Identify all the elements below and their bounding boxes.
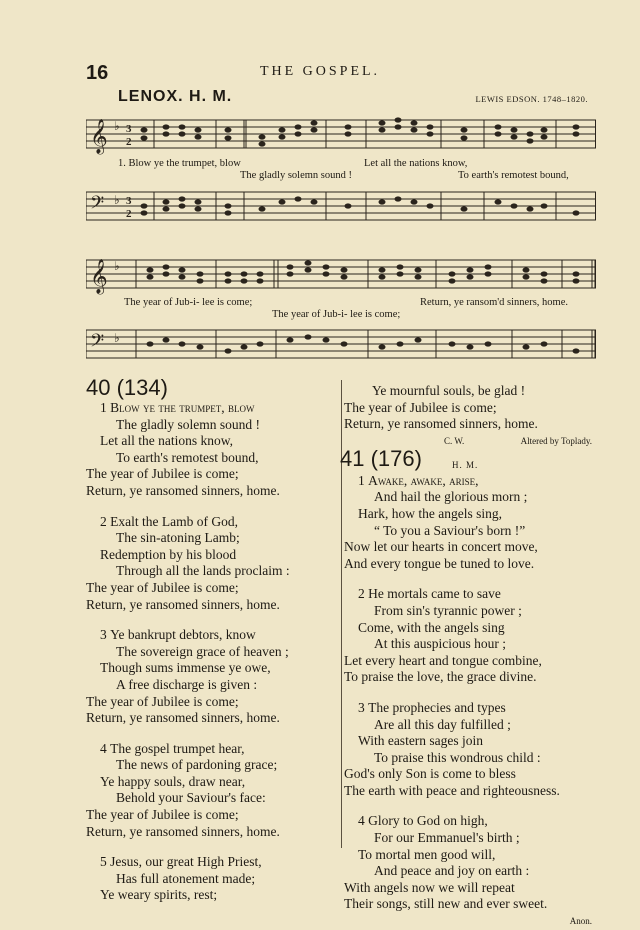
verse-line: To mortal men good will, [358,846,496,862]
hymn-number: 41 (176) [340,445,422,471]
verse-line: The year of Jubilee is come; [86,693,239,709]
svg-text:2: 2 [126,136,132,148]
svg-text:♭: ♭ [114,259,120,273]
verse-line: Return, ye ransomed sinners, home. [86,596,280,612]
verse-line: Ye mournful souls, be glad ! [372,383,526,398]
attribution-row [344,433,598,445]
svg-text:♭: ♭ [114,331,120,345]
music-staff-treble-1 [86,112,596,156]
verse-line: Now let our hearts in concert move, [344,539,538,555]
music-staff-treble-2 [86,252,596,296]
verse-line: Return, ye ransomed sinners, home. [86,823,280,839]
verse-line: Their songs, still new and ever sweet. [344,896,548,912]
verse-line: Ye happy souls, draw near, [100,773,246,789]
verse-line: Are all this day fulfilled ; [374,716,511,732]
verse-line: Through all the lands proclaim : [116,563,290,579]
svg-text:♭: ♭ [114,193,120,207]
hymn-41-heading [340,445,598,473]
svg-text:3: 3 [126,195,132,207]
verse-line: The earth with peace and righteousness. [344,782,560,798]
verse-line: And every tongue be tuned to love. [344,555,535,571]
music-staff-bass-2 [86,322,596,366]
verse-line: “ To you a Saviour's born !” [374,522,526,538]
hymn-column-right [340,383,598,930]
lyric-line: 1. Blow ye the trumpet, blow [118,158,241,169]
verse-line: To earth's remotest bound, [116,449,259,465]
verse-line: A free discharge is given : [116,676,258,692]
stanza-first-line: 1 Awake, awake, arise, [358,472,479,488]
verse-line: Though sums immense ye owe, [100,660,271,676]
verse-line: Has full atonement made; [116,870,256,886]
running-title: THE GOSPEL. [259,64,381,79]
lyric-line: The year of Jub-i- lee is come; [124,297,253,308]
svg-text:𝄢: 𝄢 [90,330,105,355]
verse-line: God's only Son is come to bless [344,766,516,782]
verse-line: Hark, how the angels sing, [358,505,502,521]
page-number: 16 [86,62,109,84]
tune-title: LENOX. H. M. [118,88,233,105]
hymn-author: C. W. [444,435,465,446]
lyric-line: To earth's remotest bound, [458,170,569,181]
verse-line: Let all the nations know, [100,433,233,449]
hymn-number: 40 (134) [86,375,168,400]
verse-line: The gladly solemn sound ! [116,416,260,432]
verse-line: The year of Jubilee is come; [86,807,239,823]
verse-line: The sovereign grace of heaven ; [116,643,289,659]
lyric-line: The gladly solemn sound ! [240,170,352,181]
verse-line: With eastern sages join [358,733,484,749]
verse-line: Ye weary spirits, rest; [100,887,218,903]
hymn-40 [86,376,336,904]
music-staff-bass-1 [86,184,596,228]
verse-line: Return, ye ransomed sinners, home. [86,710,280,726]
verse-line: For our Emmanuel's birth ; [374,830,520,846]
stanza-first-line: 2 He mortals came to save [358,586,501,602]
verse-line: The sin-atoning Lamb; [116,530,240,546]
svg-text:𝄢: 𝄢 [90,192,105,217]
composer-credit: LEWIS EDSON. 1748–1820. [475,94,588,104]
verse-line: Redemption by his blood [100,546,237,562]
stanza-first-line: 3 Ye bankrupt debtors, know [100,627,256,643]
svg-text:𝄞: 𝄞 [90,120,108,153]
verse-line: The year of Jubilee is come; [86,579,239,595]
stanza-first-line: 3 The prophecies and types [358,699,506,715]
verse-line: To praise the love, the grace divine. [344,669,537,685]
verse-line: And hail the glorious morn ; [374,489,528,505]
svg-text:♭: ♭ [114,119,120,133]
verse-line: And peace and joy on earth : [374,863,530,879]
stanza-first-line: 1 Blow ye the trumpet, blow [100,400,255,415]
verse-line: To praise this wondrous child : [374,749,541,765]
hymn-author: Anon. [569,916,592,927]
stanza-first-line: 5 Jesus, our great High Priest, [100,854,262,870]
lyric-line: The year of Jub-i- lee is come; [272,309,401,320]
stanza-first-line: 4 The gospel trumpet hear, [100,740,245,756]
stanza-first-line: 4 Glory to God on high, [358,813,488,829]
lyric-line: Return, ye ransom'd sinners, home. [420,297,568,308]
lyric-line: Let all the nations know, [364,158,468,169]
svg-text:3: 3 [126,123,132,135]
hymn-alteration: Altered by Toplady. [520,435,592,446]
stanza-first-line: 2 Exalt the Lamb of God, [100,513,238,529]
verse-line: With angels now we will repeat [344,879,515,895]
verse-line: From sin's tyrannic power ; [374,602,522,618]
verse-line: Let every heart and tongue combine, [344,652,542,668]
svg-text:𝄞: 𝄞 [90,260,108,293]
verse-line: The news of pardoning grace; [116,757,278,773]
verse-line: Return, ye ransomed sinners, home. [344,416,538,432]
svg-text:2: 2 [126,208,132,220]
hymn-meter: H. M. [452,459,479,470]
verse-line: Come, with the angels sing [358,619,505,635]
verse-line: The year of Jubilee is come; [86,466,239,482]
verse-line: Return, ye ransomed sinners, home. [86,482,280,498]
verse-line: Behold your Saviour's face: [116,790,266,806]
verse-line: At this auspicious hour ; [374,636,506,652]
verse-line: The year of Jubilee is come; [344,399,497,415]
